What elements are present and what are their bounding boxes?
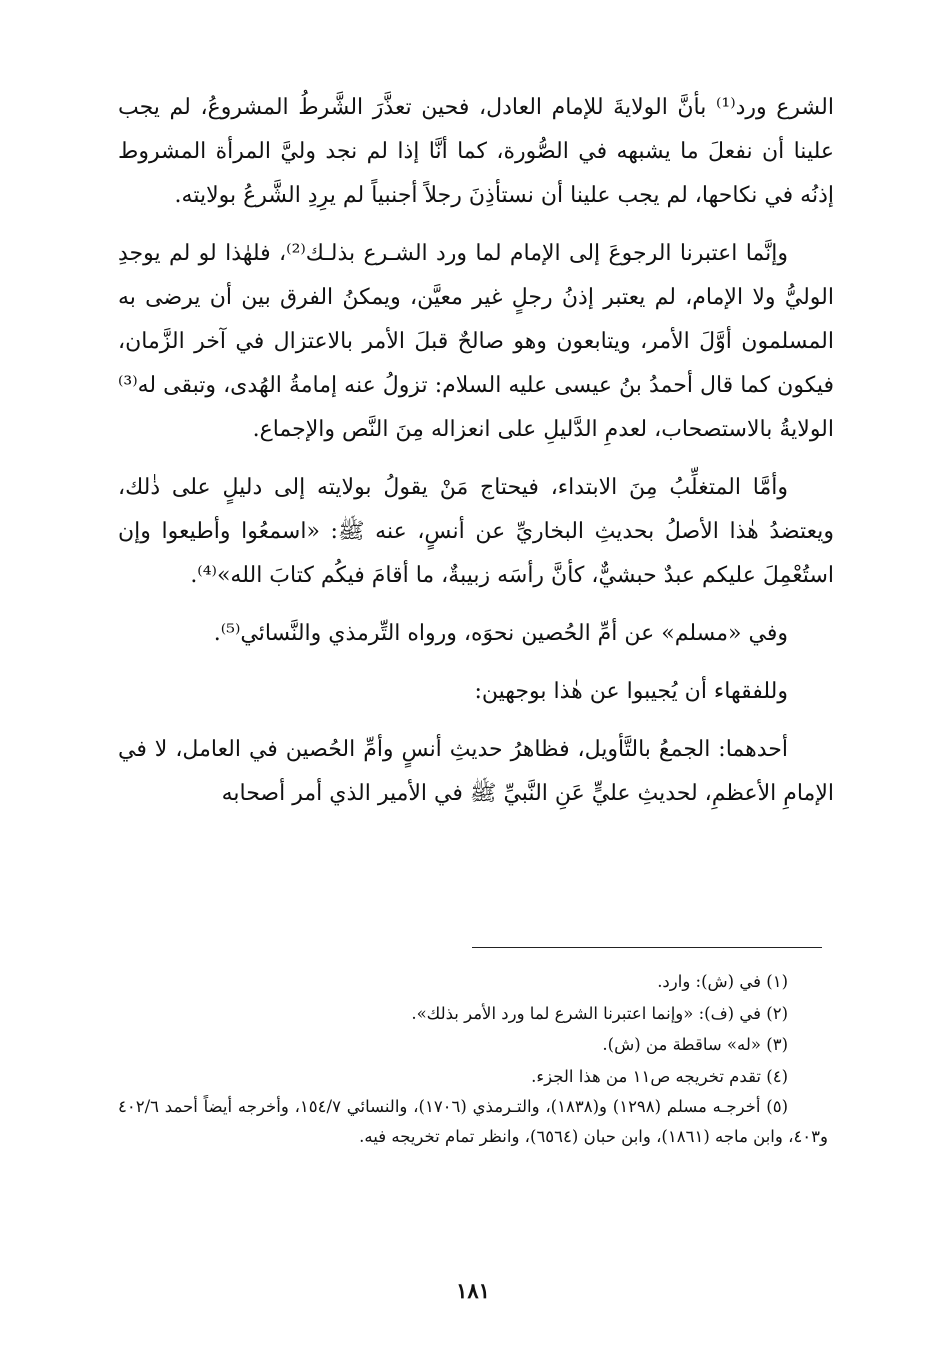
footnote-4: (٤) تقدم تخريجه ص١١ من هذا الجزء. [531,1066,788,1086]
paragraph-4: وفي «مسلم» عن أمِّ الحُصين نحوَه، ورواه التِّرمذي والنَّسائي⁽⁵⁾. [213,621,788,646]
main-text [118,86,834,816]
footnote-separator [472,947,822,948]
paragraph-6: أحدهما: الجمعُ بالتَّأويل، فظاهرُ حديثِ أنسٍ وأمِّ الحُصين في العامل، لا في الإمامِ الأعظمِ، لحديثِ عليٍّ عَنِ النَّبيِّ ﷺ في الأمير الذي أمر أصحابه [118,737,834,806]
paragraph-3: وأمَّا المتغلِّبُ مِنَ الابتداء، فيحتاج مَنْ يقولُ بولايته إلى دليلٍ على ذٰلك، ويعتضدُ هٰذا الأصلُ بحديثِ البخاريِّ عن أنسٍ، عنه ﷺ: «اسمعُوا وأطيعوا وإن استُعْمِلَ عليكم عبدٌ حبشيٌّ، كأنَّ رأسَه زبيبةٌ، ما أقامَ فيكُم كتابَ الله»⁽⁴⁾. [118,475,834,588]
footnote-2: (٢) في (ف): «وإنما اعتبرنا الشرع لما ورد الأمر بذلك». [411,1003,788,1023]
page-number: ١٨١ [456,1278,490,1303]
paragraph-5: وللفقهاء أن يُجيبوا عن هٰذا بوجهين: [474,679,788,704]
footnote-3: (٣) «له» ساقطة من (ش). [602,1035,788,1054]
footnote-5: (٥) أخرجـه مسلم (١٢٩٨) و(١٨٣٨)، والتـرمذي (١٧٠٦)، والنسائي ١٥٤/٧، وأخرجه أيضاً أحمد ٤٠٢/٦ و٤٠٣، وابن ماجه (١٨٦١)، وابن حبان (٦٥٦٤)، وانظر تمام تخريجه فيه. [118,1097,828,1146]
paragraph-1: الشرع ورد⁽¹⁾ بأنَّ الولايةَ للإمام العادل، فحين تعذَّرَ الشَّرطُ المشروعُ، لم يجب علينا أن نفعلَ ما يشبهه في الصُّورة، كما أنَّا إذا لم نجد وليَّ المرأة المشروط إذنُه في نكاحها، لم يجب علينا أن نستأذِنَ رجلاً أجنبياً لم يرِدِ الشَّرعُ بولايته. [118,95,834,208]
paragraph-2: وإنَّما اعتبرنا الرجوعَ إلى الإمام لما ورد الشـرع بذلـك⁽²⁾، فلهٰذا لو لم يوجدِ الوليُّ ولا الإمام، لم يعتبر إذنُ رجلٍ غير معيَّن، ويمكنُ الفرق بين أن يرضى به المسلمون أوَّلَ الأمر، ويتابعون وهو صالحٌ قبلَ الأمر بالاعتزال في آخر الزَّمان، فيكون كما قال أحمدُ بنُ عيسى عليه السلام: تزولُ عنه إمامةُ الهُدى، وتبقى له⁽³⁾ الولايةُ بالاستصحاب، لعدمِ الدَّليلِ على انعزاله مِنَ النَّص والإجماع. [118,241,834,442]
footnote-1: (١) في (ش): وارد. [657,972,788,991]
footnotes [118,966,828,1152]
